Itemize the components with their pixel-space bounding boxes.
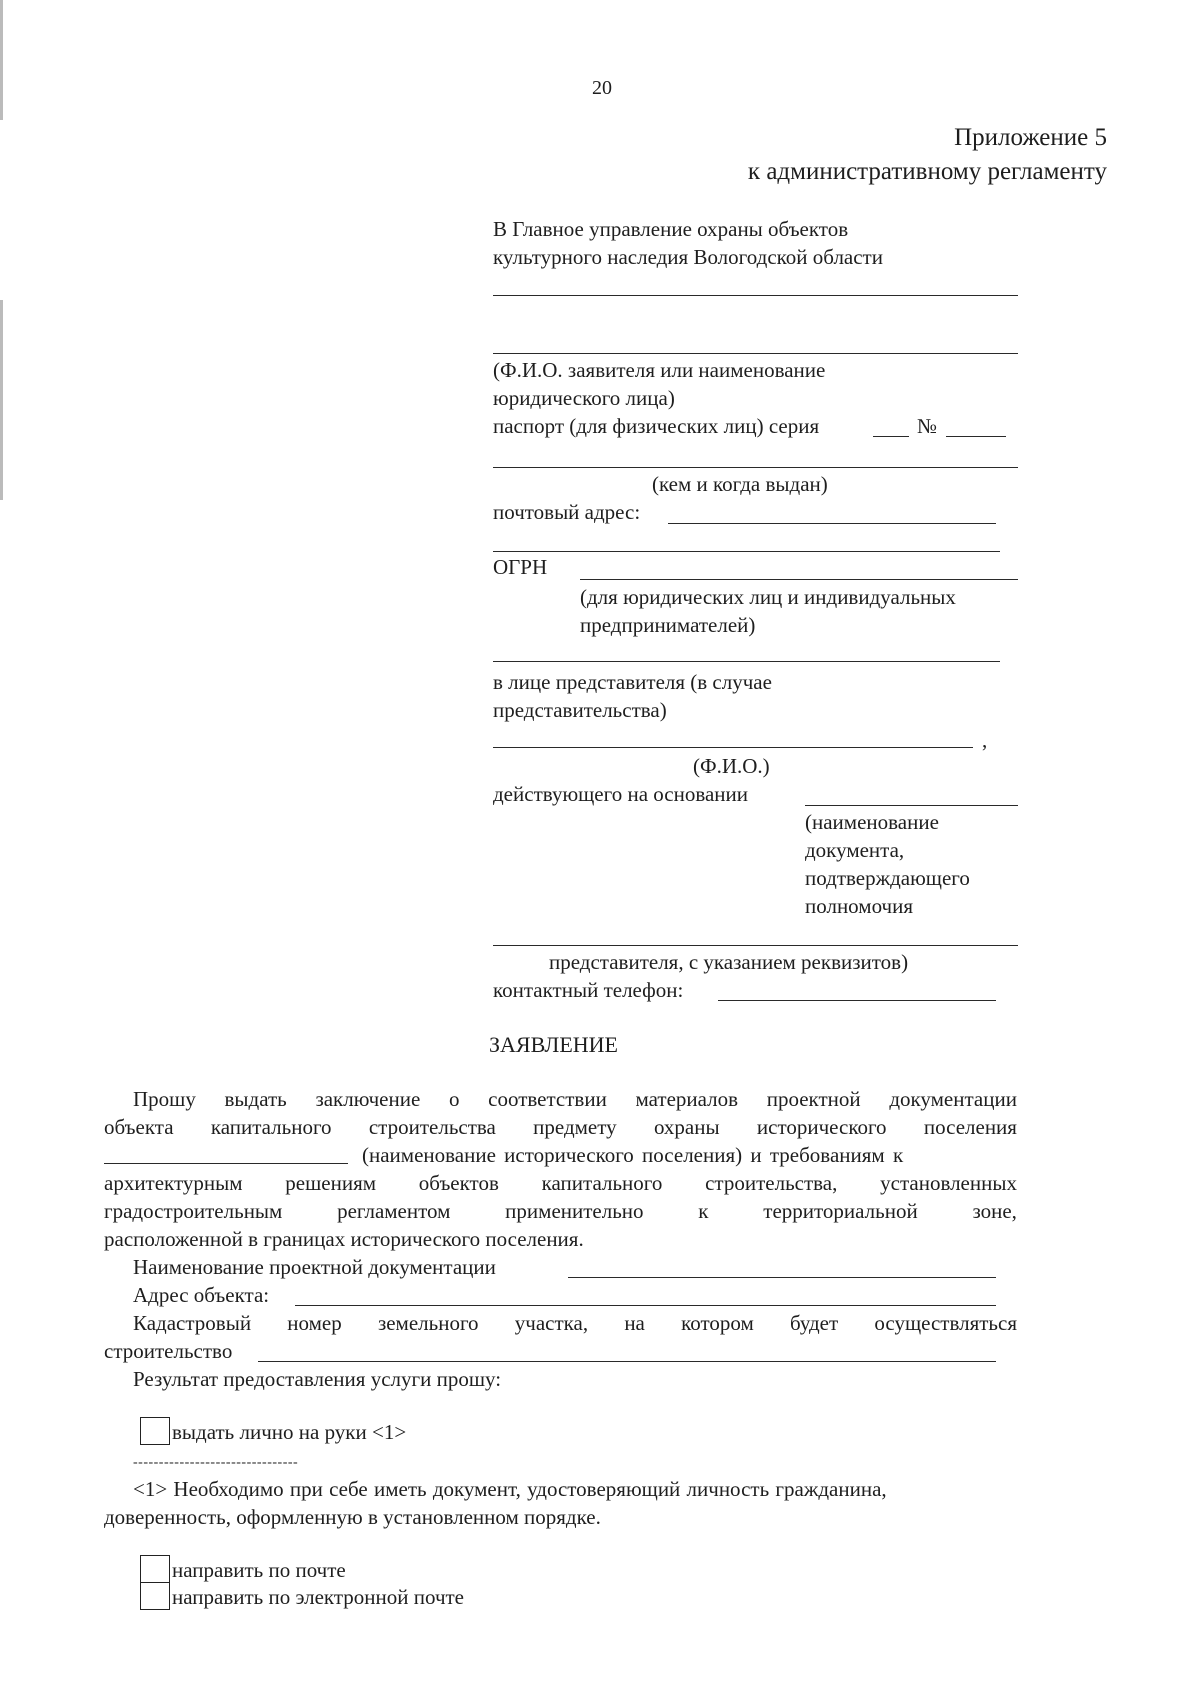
word: объектов <box>418 1171 499 1195</box>
paragraph-line-1 <box>133 1085 1017 1113</box>
word: проектной <box>766 1087 861 1111</box>
paragraph-line-2 <box>104 1113 1017 1141</box>
checkbox-mail[interactable] <box>140 1555 170 1583</box>
word: капитального <box>210 1115 332 1139</box>
doc-caption-line-2: документа, <box>805 838 905 862</box>
addressee-line-2: культурного наследия Вологодской области <box>493 245 883 269</box>
postal-address-field[interactable] <box>668 523 996 524</box>
phone-field[interactable] <box>718 1000 996 1001</box>
word: о <box>448 1087 460 1111</box>
number-sign: № <box>917 414 938 438</box>
option-mail-label: направить по почте <box>172 1558 346 1582</box>
word: заключение <box>315 1087 421 1111</box>
appendix-subtitle: к административному регламенту <box>747 158 1107 185</box>
statement-title: ЗАЯВЛЕНИЕ <box>489 1032 618 1057</box>
paragraph-line-3: (наименование исторического поселения) и требованиям к <box>362 1143 904 1167</box>
word: применительно <box>505 1199 644 1223</box>
word: номер <box>287 1311 342 1335</box>
doc-name-label: Наименование проектной документации <box>133 1255 496 1279</box>
cadastral-field[interactable] <box>258 1361 996 1362</box>
fio-caption-line-2: юридического лица) <box>493 386 675 410</box>
paragraph-line-4 <box>104 1169 1017 1197</box>
passport-number-field[interactable] <box>946 436 1006 437</box>
word: материалов <box>635 1087 739 1111</box>
word: объекта <box>104 1115 174 1139</box>
word: строительства <box>368 1115 496 1139</box>
representative-line-1: в лице представителя (в случае <box>493 670 772 694</box>
word: охраны <box>653 1115 720 1139</box>
word: участка, <box>514 1311 589 1335</box>
appendix-title: Приложение 5 <box>954 124 1107 151</box>
blank-line-applicant-2[interactable] <box>493 353 1018 354</box>
word: капитального <box>541 1171 663 1195</box>
phone-label: контактный телефон: <box>493 978 684 1002</box>
issued-caption: (кем и когда выдан) <box>652 472 828 496</box>
paragraph-line-5 <box>104 1197 1017 1225</box>
option-email-label: направить по электронной почте <box>172 1585 465 1609</box>
representative-fio-field[interactable] <box>493 747 973 748</box>
object-address-field[interactable] <box>295 1305 996 1306</box>
doc-caption-line-3: подтверждающего <box>805 866 970 890</box>
word: котором <box>681 1311 754 1335</box>
footnote-separator: -------------------------------- <box>133 1455 299 1470</box>
word: регламентом <box>337 1199 451 1223</box>
acting-basis-field[interactable] <box>805 805 1018 806</box>
cadastral-line-2: строительство <box>104 1339 233 1363</box>
ogrn-label: ОГРН <box>493 555 548 579</box>
word: земельного <box>377 1311 479 1335</box>
passport-label: паспорт (для физических лиц) серия <box>493 414 820 438</box>
object-address-label: Адрес объекта: <box>133 1283 270 1307</box>
word: документации <box>889 1087 1017 1111</box>
word: архитектурным <box>104 1171 243 1195</box>
passport-series-field[interactable] <box>873 436 909 437</box>
blank-line-issued[interactable] <box>493 467 1018 468</box>
word: предмету <box>533 1115 617 1139</box>
doc-caption-line-5: представителя, с указанием реквизитов) <box>549 950 909 974</box>
scan-edge-mark <box>0 300 3 500</box>
word: к <box>698 1199 709 1223</box>
addressee-line-1: В Главное управление охраны объектов <box>493 217 849 241</box>
word: градостроительным <box>104 1199 283 1223</box>
doc-caption-line-1: (наименование <box>805 810 939 834</box>
word: строительства, <box>705 1171 838 1195</box>
settlement-name-field[interactable] <box>104 1163 348 1164</box>
word: территориальной <box>763 1199 918 1223</box>
page-number: 20 <box>592 77 612 99</box>
word: зоне, <box>972 1199 1017 1223</box>
word: Кадастровый <box>133 1311 252 1335</box>
blank-line-ogrn[interactable] <box>493 661 1000 662</box>
blank-line-applicant-1[interactable] <box>493 295 1018 296</box>
postal-address-field-2[interactable] <box>493 551 1000 552</box>
paragraph-line-6: расположенной в границах исторического поселения. <box>104 1227 584 1251</box>
word: будет <box>789 1311 839 1335</box>
word: поселения <box>923 1115 1017 1139</box>
ogrn-caption-line-2: предпринимателей) <box>580 613 756 637</box>
word: соответствии <box>488 1087 607 1111</box>
ogrn-caption-line-1: (для юридических лиц и индивидуальных <box>580 585 956 609</box>
cadastral-line-1 <box>133 1309 1017 1337</box>
checkbox-hand-delivery[interactable] <box>140 1417 170 1445</box>
footnote-line-2: доверенность, оформленную в установленном порядке. <box>104 1505 601 1529</box>
word: решениям <box>285 1171 377 1195</box>
doc-name-field[interactable] <box>568 1277 996 1278</box>
blank-line-doc-details[interactable] <box>493 945 1018 946</box>
comma: , <box>982 728 988 752</box>
fio-caption-line-1: (Ф.И.О. заявителя или наименование <box>493 358 826 382</box>
doc-caption-line-4: полномочия <box>805 894 913 918</box>
word: Прошу <box>133 1087 196 1111</box>
acting-basis-label: действующего на основании <box>493 782 749 806</box>
postal-address-label: почтовый адрес: <box>493 500 641 524</box>
word: исторического <box>756 1115 887 1139</box>
word: выдать <box>224 1087 287 1111</box>
option-hand-delivery-label: выдать лично на руки <1> <box>172 1420 407 1444</box>
scan-edge-mark <box>0 0 3 120</box>
result-label: Результат предоставления услуги прошу: <box>133 1367 502 1391</box>
word: на <box>624 1311 645 1335</box>
ogrn-field[interactable] <box>580 579 1018 580</box>
representative-line-2: представительства) <box>493 698 667 722</box>
word: установленных <box>880 1171 1017 1195</box>
footnote-line-1: <1> Необходимо при себе иметь документ, удостоверяющий личность гражданина, <box>133 1477 887 1501</box>
word: осуществляться <box>874 1311 1017 1335</box>
representative-fio-caption: (Ф.И.О.) <box>693 754 770 778</box>
checkbox-email[interactable] <box>140 1582 170 1610</box>
